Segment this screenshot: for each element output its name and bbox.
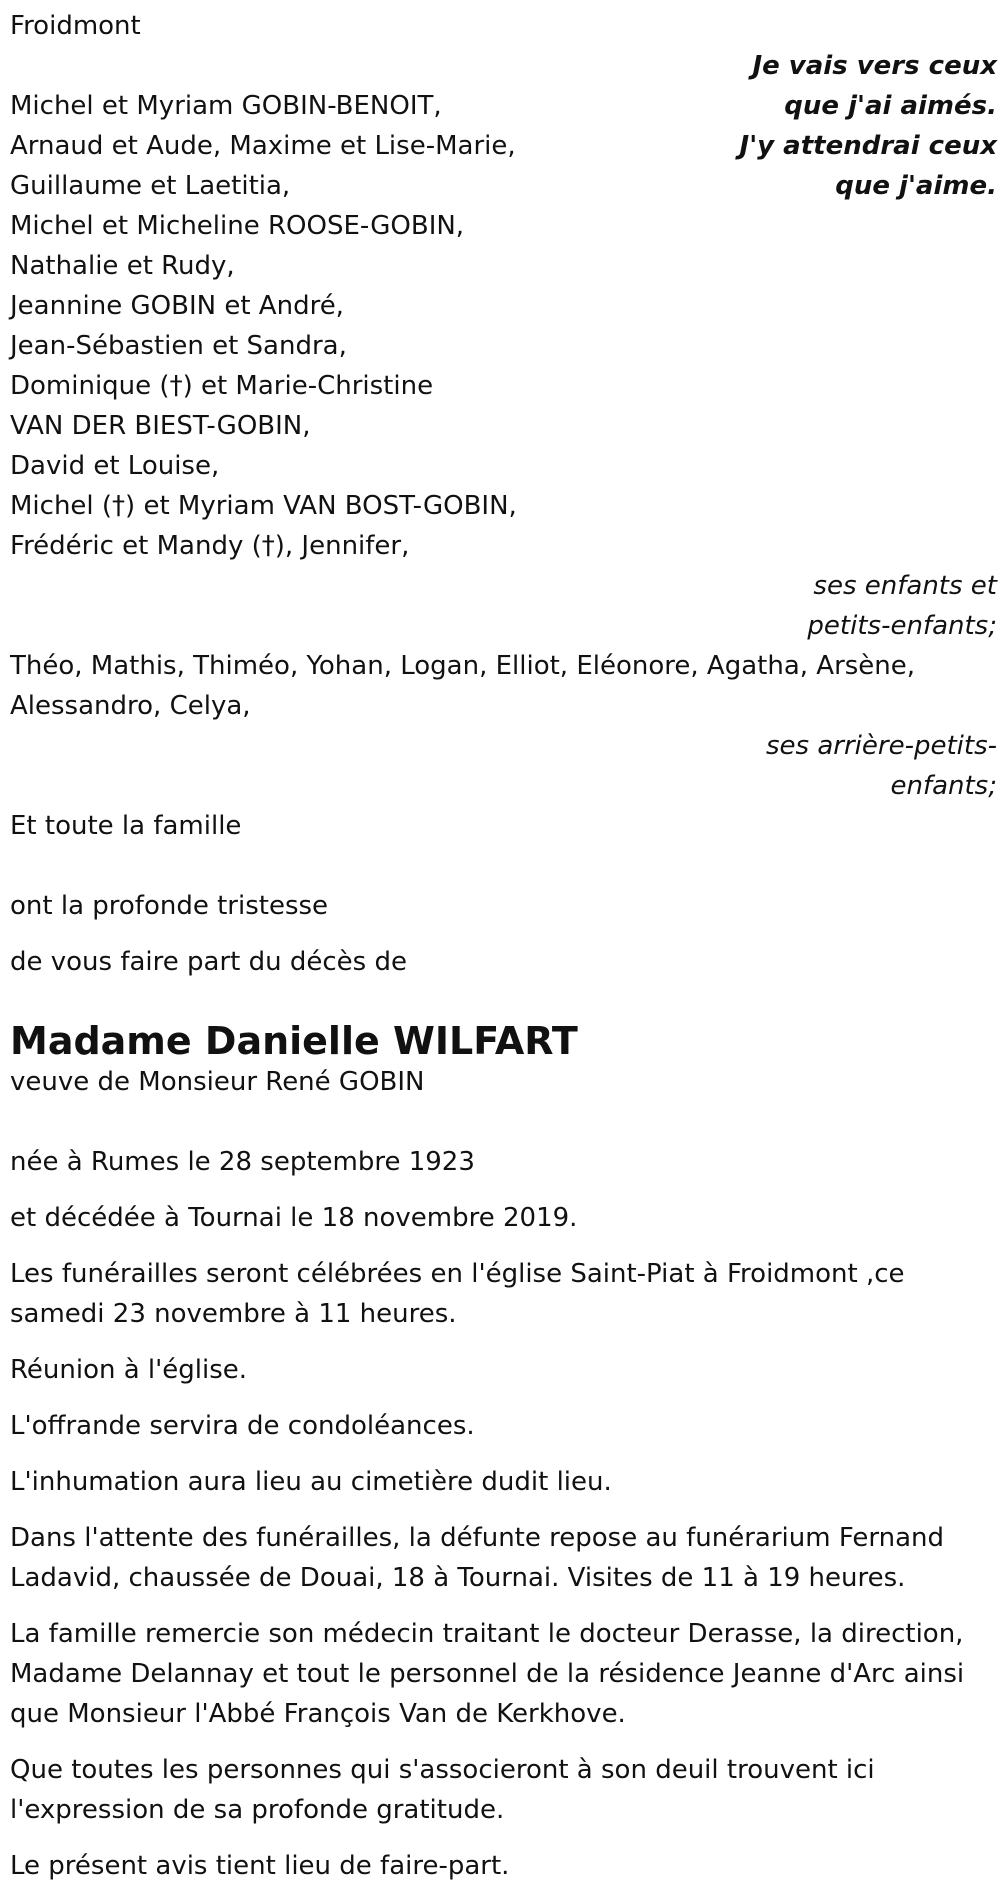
family-line: Arnaud et Aude, Maxime et Lise-Marie, — [10, 131, 516, 161]
children-label: ses enfants et — [813, 571, 997, 601]
family-line: David et Louise, — [10, 451, 220, 481]
meeting-paragraph: Réunion à l'église. — [10, 1355, 248, 1385]
family-line: Nathalie et Rudy, — [10, 251, 235, 281]
children-label: petits-enfants; — [807, 611, 997, 641]
grandchildren-label: ses arrière-petits- — [766, 731, 997, 761]
family-line: VAN DER BIEST-GOBIN, — [10, 411, 311, 441]
epitaph-line: que j'aime. — [835, 171, 997, 201]
grandchildren-line: Alessandro, Celya, — [10, 691, 251, 721]
offering-paragraph: L'offrande servira de condoléances. — [10, 1411, 475, 1441]
thanks-paragraph: La famille remercie son médecin traitant le docteur Derasse, la direction, Madame Delannay et tout le personnel de la résidence Jeanne d'Arc ainsi que Monsieur l'Abbé François Van de Kerkhove. — [10, 1619, 965, 1729]
place-name: Froidmont — [10, 11, 141, 41]
deceased-name: Madame Danielle WILFART — [10, 1019, 578, 1063]
burial-paragraph: L'inhumation aura lieu au cimetière dudit lieu. — [10, 1467, 612, 1497]
grandchildren-label: enfants; — [890, 771, 997, 801]
whole-family-line: Et toute la famille — [10, 811, 242, 841]
family-line: Jean-Sébastien et Sandra, — [10, 331, 347, 361]
announce-line: de vous faire part du décès de — [10, 947, 407, 977]
family-list — [10, 86, 1000, 1886]
sadness-line: ont la profonde tristesse — [10, 891, 329, 921]
widow-of-line: veuve de Monsieur René GOBIN — [10, 1067, 425, 1097]
notice-paragraph: Le présent avis tient lieu de faire-part. — [10, 1851, 510, 1881]
funeral-paragraph: Les funérailles seront célébrées en l'église Saint-Piat à Froidmont ,ce samedi 23 novembre à 11 heures. — [10, 1259, 905, 1329]
grandchildren-line: Théo, Mathis, Thiméo, Yohan, Logan, Elliot, Eléonore, Agatha, Arsène, — [10, 651, 916, 681]
family-line: Michel et Micheline ROOSE-GOBIN, — [10, 211, 465, 241]
epitaph-line: que j'ai aimés. — [784, 91, 997, 121]
birth-line: née à Rumes le 28 septembre 1923 — [10, 1147, 475, 1177]
death-line: et décédée à Tournai le 18 novembre 2019. — [10, 1203, 578, 1233]
family-line: Frédéric et Mandy (†), Jennifer, — [10, 531, 410, 561]
family-line: Michel (†) et Myriam VAN BOST-GOBIN, — [10, 491, 517, 521]
family-line: Dominique (†) et Marie-Christine — [10, 371, 434, 401]
epitaph-line: Je vais vers ceux — [752, 51, 997, 81]
family-line: Jeannine GOBIN et André, — [10, 291, 344, 321]
family-line: Guillaume et Laetitia, — [10, 171, 291, 201]
family-line: Michel et Myriam GOBIN-BENOIT, — [10, 91, 442, 121]
gratitude-paragraph: Que toutes les personnes qui s'associeront à son deuil trouvent ici l'expression de sa profonde gratitude. — [10, 1755, 875, 1825]
visitation-paragraph: Dans l'attente des funérailles, la défunte repose au funérarium Fernand Ladavid, chaussée de Douai, 18 à Tournai. Visites de 11 à 19 heures. — [10, 1523, 945, 1593]
epitaph-line: J'y attendrai ceux — [739, 131, 997, 161]
